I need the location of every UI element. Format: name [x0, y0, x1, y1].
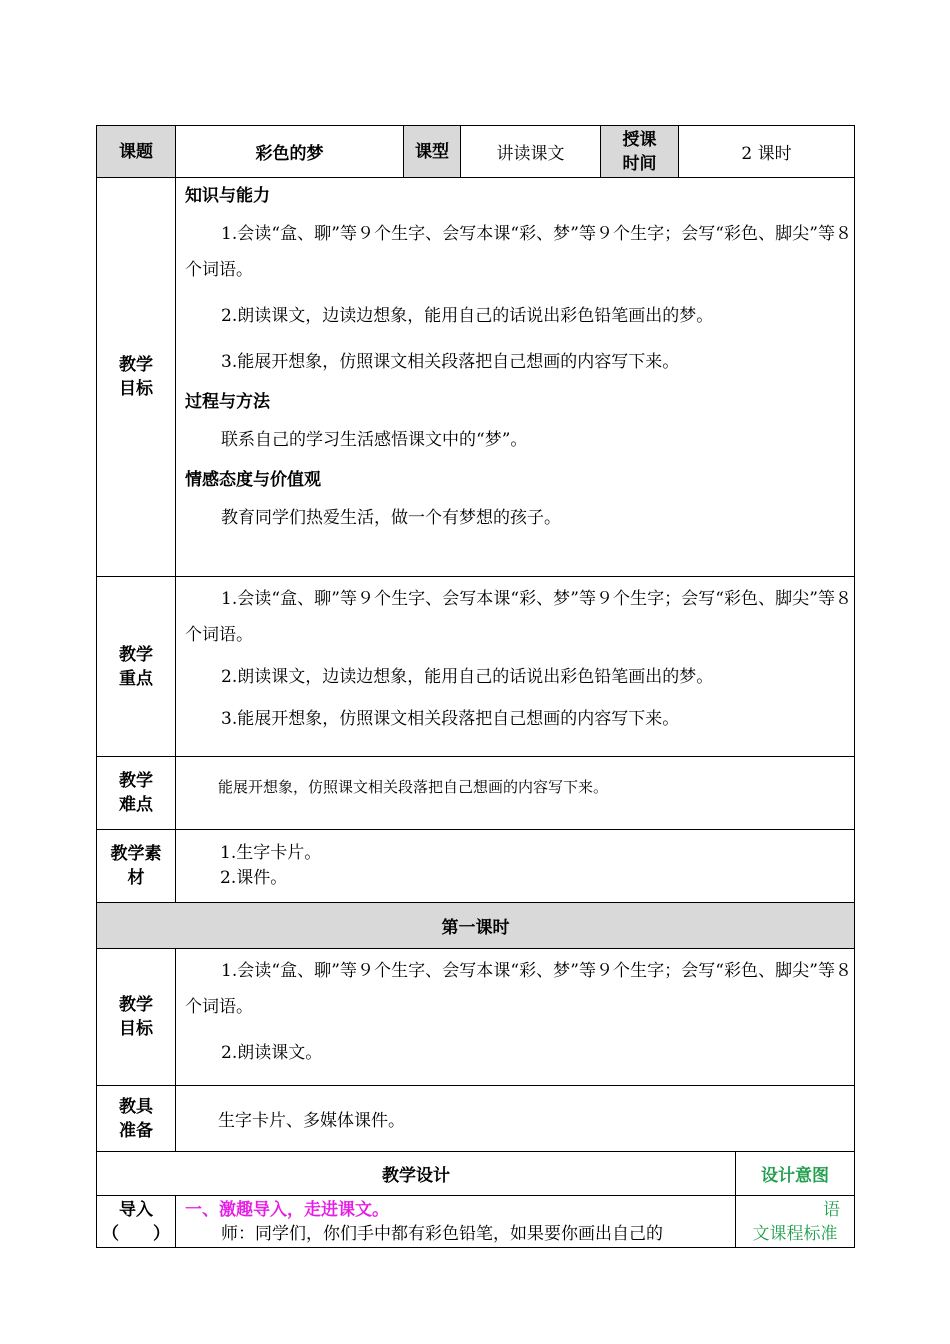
- design-label: 教学设计: [97, 1152, 736, 1196]
- emotion-text: 教育同学们热爱生活，做一个有梦想的孩子。: [221, 508, 561, 528]
- lesson-plan-table: [96, 125, 855, 1248]
- topic-label: 课题: [97, 126, 176, 178]
- difficulty-content: [176, 757, 855, 830]
- lesson1-goals-row: [97, 949, 855, 1086]
- material-item: 1.生字卡片。: [220, 843, 322, 863]
- intent-text: 文课程标准: [752, 1224, 838, 1244]
- intro-paren: （ ）: [102, 1224, 170, 1244]
- lesson1-goals-label: 教学目标: [97, 949, 176, 1086]
- difficulty-text: 能展开想象，仿照课文相关段落把自己想画的内容写下来。: [218, 778, 609, 796]
- knowledge-heading: 知识与能力: [185, 186, 270, 206]
- intro-text: 师：同学们，你们手中都有彩色铅笔，如果要你画出自己的: [221, 1224, 663, 1244]
- process-text: 联系自己的学习生活感悟课文中的“梦”。: [221, 430, 528, 450]
- material-item: 2.课件。: [220, 868, 288, 888]
- intro-label: 导入: [119, 1200, 153, 1220]
- intent-text: 语: [823, 1200, 841, 1220]
- goals-content: [176, 178, 855, 577]
- lesson1-goals-content: [176, 949, 855, 1086]
- goals-label: 教学目标: [97, 178, 176, 577]
- difficulty-label: 教学难点: [97, 757, 176, 830]
- lesson1-goal-item: 1.会读“盒、聊”等９个生字、会写本课“彩、梦”等９个生字；会写“彩色、脚尖”等８个词语。: [185, 961, 853, 1017]
- header-row: [97, 126, 855, 178]
- type-value: 讲读课文: [461, 126, 601, 178]
- tools-label: 教具准备: [97, 1086, 176, 1152]
- key-point-item: 3.能展开想象，仿照课文相关段落把自己想画的内容写下来。: [221, 709, 680, 729]
- topic-value: 彩色的梦: [176, 126, 404, 178]
- difficulty-row: [97, 757, 855, 830]
- time-value: 2 课时: [679, 126, 855, 178]
- materials-row: [97, 830, 855, 903]
- key-point-item: 2.朗读课文，边读边想象，能用自己的话说出彩色铅笔画出的梦。: [221, 667, 714, 687]
- tools-row: [97, 1086, 855, 1152]
- key-point-item: 1.会读“盒、聊”等９个生字、会写本课“彩、梦”等９个生字；会写“彩色、脚尖”等８个词语。: [185, 589, 853, 645]
- materials-content: [176, 830, 855, 903]
- design-header-row: [97, 1152, 855, 1196]
- intro-label-cell: [97, 1196, 176, 1248]
- tools-text: 生字卡片、多媒体课件。: [176, 1086, 855, 1152]
- materials-label: 教学素材: [97, 830, 176, 903]
- lesson1-section-title: 第一课时: [97, 903, 855, 949]
- knowledge-item: 2.朗读课文，边读边想象，能用自己的话说出彩色铅笔画出的梦。: [221, 306, 714, 326]
- lesson1-goal-item: 2.朗读课文。: [221, 1043, 323, 1063]
- intent-label: 设计意图: [736, 1152, 855, 1196]
- lesson-plan-page: [96, 125, 854, 1248]
- key-points-content: [176, 577, 855, 757]
- lesson1-section-row: [97, 903, 855, 949]
- key-points-row: [97, 577, 855, 757]
- key-points-label: 教学重点: [97, 577, 176, 757]
- goals-row: [97, 178, 855, 577]
- emotion-heading: 情感态度与价值观: [185, 470, 321, 490]
- knowledge-item: 3.能展开想象，仿照课文相关段落把自己想画的内容写下来。: [221, 352, 680, 372]
- intro-heading: 一、激趣导入，走进课文。: [185, 1200, 389, 1220]
- type-label: 课型: [404, 126, 461, 178]
- knowledge-item: 1.会读“盒、聊”等９个生字、会写本课“彩、梦”等９个生字；会写“彩色、脚尖”等８个词语。: [185, 224, 853, 280]
- intro-content: [176, 1196, 736, 1248]
- process-heading: 过程与方法: [185, 392, 270, 412]
- intro-row: [97, 1196, 855, 1248]
- time-label: 授课时间: [601, 126, 679, 178]
- intent-content: [736, 1196, 855, 1248]
